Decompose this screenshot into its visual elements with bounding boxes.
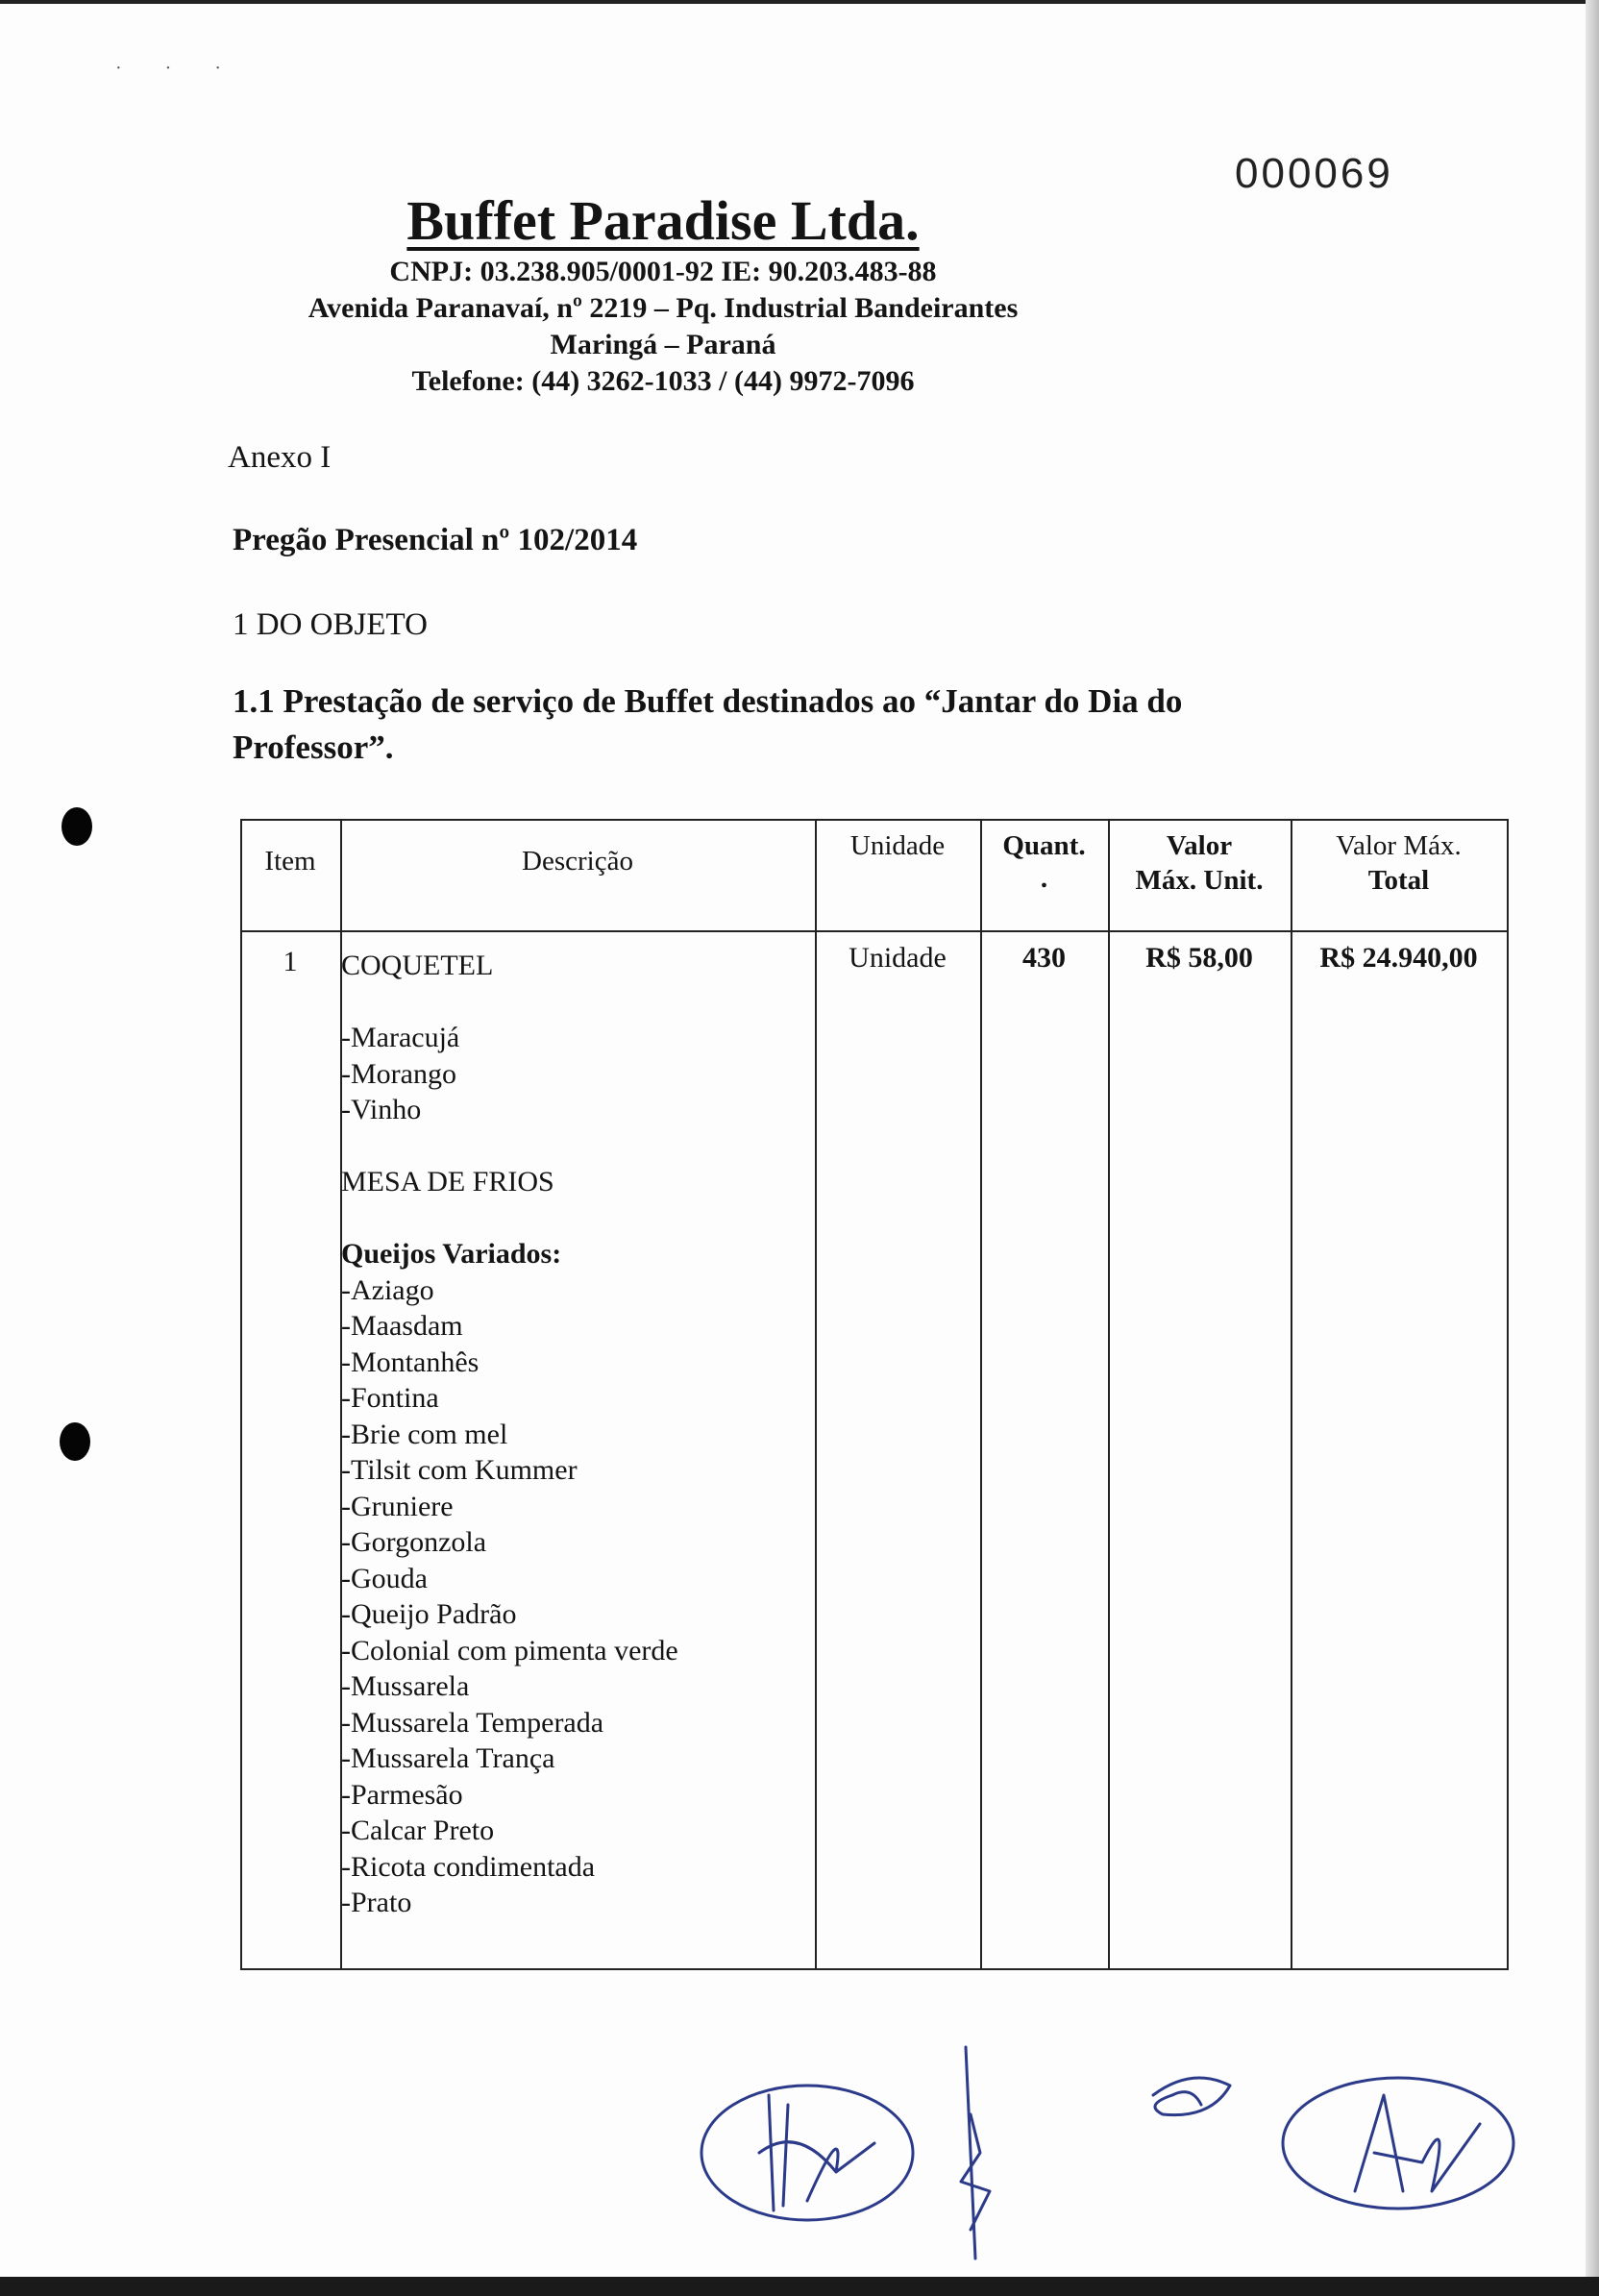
table-border (1507, 819, 1509, 1970)
section-title: 1 DO OBJETO (233, 607, 428, 642)
company-city: Maringá – Paraná (550, 329, 776, 360)
header-unit: Unidade (849, 830, 946, 861)
row-description (341, 948, 802, 1921)
scan-edge-right (1586, 0, 1599, 2296)
cheese-item: -Aziago (341, 1273, 434, 1306)
cheese-item: -Tilsit com Kummer (341, 1454, 578, 1486)
scan-edge-bottom (0, 2277, 1599, 2296)
table-border (240, 819, 1509, 821)
cheese-item: -Mussarela (341, 1670, 470, 1702)
cheese-item: -Gorgonzola (341, 1526, 487, 1558)
table-border (240, 930, 1509, 932)
scan-specks: · · · (115, 58, 240, 79)
company-address: Avenida Paranavaí, nº 2219 – Pq. Industrial Bandeirantes (308, 292, 1019, 324)
cheese-item: -Mussarela Trança (341, 1742, 555, 1774)
signature-4 (1283, 2078, 1513, 2209)
price-table (240, 819, 1509, 1970)
row-item: 1 (283, 946, 298, 977)
cheese-item: -Brie com mel (341, 1418, 508, 1450)
row-total: R$ 24.940,00 (1319, 942, 1478, 974)
cheese-item: -Queijo Padrão (341, 1598, 517, 1630)
table-border (240, 1968, 1509, 1970)
cheese-item: -Montanhês (341, 1346, 480, 1378)
cheese-item: -Ricota condimentada (341, 1850, 596, 1883)
header-total-line2: Total (1367, 865, 1430, 896)
table-border (815, 819, 817, 1970)
cheese-item: -Parmesão (341, 1778, 463, 1811)
cheese-item: -Prato (341, 1887, 412, 1918)
row-unit: Unidade (849, 942, 947, 974)
row-quantity: 430 (1022, 942, 1066, 974)
row-unit-price: R$ 58,00 (1145, 942, 1253, 974)
header-total-line1: Valor Máx. (1336, 830, 1462, 861)
cocktail-item: -Vinho (341, 1094, 422, 1125)
punch-hole (60, 1422, 90, 1461)
table-border (1108, 819, 1110, 1970)
company-registration: CNPJ: 03.238.905/0001-92 IE: 90.203.483-88 (389, 256, 937, 287)
cocktail-title: COQUETEL (341, 950, 494, 981)
table-border (1291, 819, 1292, 1970)
signature-3 (1153, 2078, 1230, 2115)
tender-title: Pregão Presencial nº 102/2014 (233, 523, 638, 557)
header-quantity: Quant. (1002, 830, 1086, 861)
header-description: Descrição (522, 846, 633, 876)
cheese-item: -Calcar Preto (341, 1815, 495, 1846)
cocktail-item: -Maracujá (341, 1022, 460, 1053)
cheese-item: -Fontina (341, 1382, 439, 1414)
letterhead (288, 188, 1288, 400)
signatures (692, 2037, 1538, 2268)
company-name: Buffet Paradise Ltda. (406, 189, 920, 252)
object-text: 1.1 Prestação de serviço de Buffet destinados ao “Jantar do Dia do Professor”. (233, 682, 1183, 766)
page-number-stamp: 000069 (1235, 150, 1393, 197)
header-quantity-dot: . (1040, 863, 1048, 894)
scan-edge-top (0, 0, 1599, 4)
cheese-item: -Mussarela Temperada (341, 1706, 604, 1739)
company-phone: Telefone: (44) 3262-1033 / (44) 9972-7096 (411, 365, 915, 397)
signature-1 (701, 2086, 913, 2220)
cold-table-title: MESA DE FRIOS (341, 1166, 554, 1197)
cheese-item: -Gruniere (341, 1490, 454, 1522)
table-border (240, 819, 242, 1970)
signature-2 (961, 2047, 990, 2259)
header-unit-price-line1: Valor (1166, 830, 1233, 861)
cocktail-item: -Morango (341, 1057, 456, 1090)
cheese-item: -Gouda (341, 1562, 428, 1594)
cheese-item: -Colonial com pimenta verde (341, 1634, 678, 1666)
annex-label: Anexo I (228, 440, 332, 475)
punch-hole (62, 807, 92, 846)
cheese-item: -Maasdam (341, 1310, 463, 1342)
header-item: Item (264, 846, 316, 876)
header-unit-price-line2: Máx. Unit. (1135, 865, 1264, 896)
cheeses-title: Queijos Variados: (341, 1238, 562, 1270)
table-border (980, 819, 982, 1970)
